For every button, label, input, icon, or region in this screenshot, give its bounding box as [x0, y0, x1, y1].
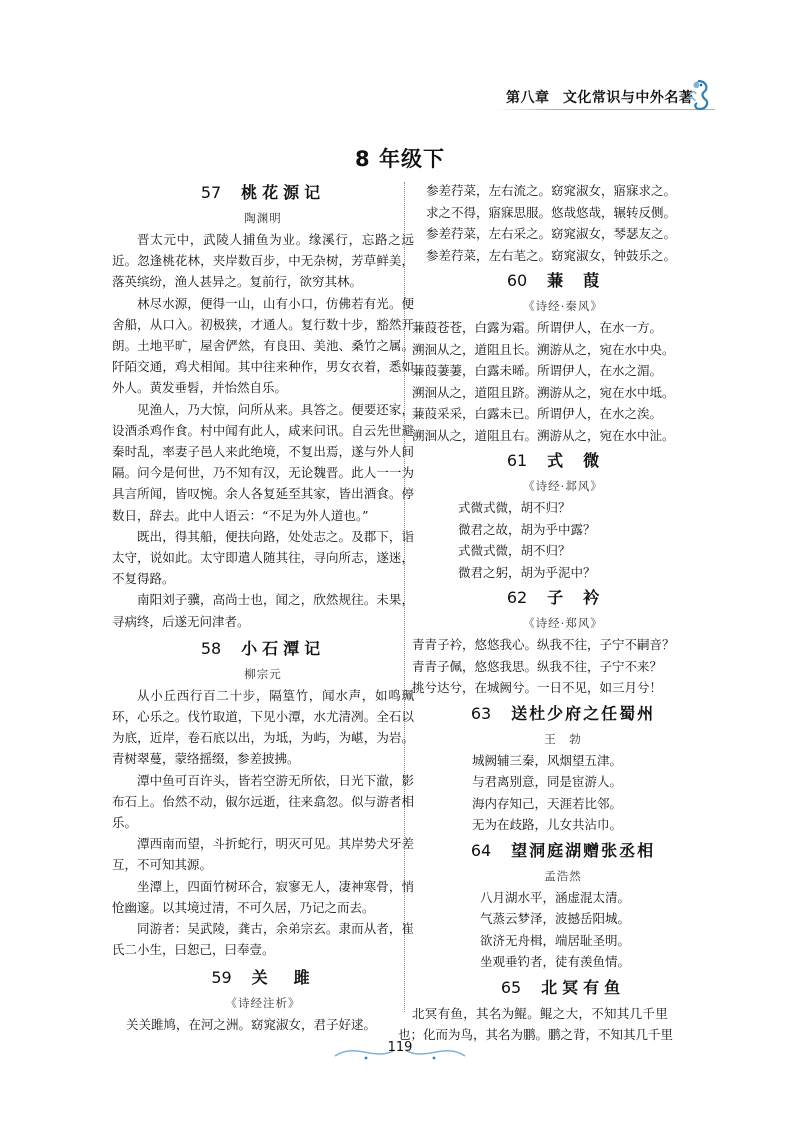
- poem-line: 微君之躬，胡为乎泥中？: [458, 564, 596, 580]
- section-title-61: [412, 446, 714, 476]
- section-name: 小石潭记: [241, 638, 326, 658]
- section-number: 65: [500, 977, 522, 997]
- section-number: 62: [506, 588, 528, 607]
- poem-line: 海内存知己，天涯若比邻。: [472, 795, 623, 811]
- paragraph: 从小丘西行百二十步，隔篁竹，闻水声，如鸣珮环，心乐之。伐竹取道，下见小潭，水尤清冽。全石以为底，近岸，卷石底以出，为坻，为屿，为嵁，为岩。青树翠蔓，蒙络摇缀，参差披拂。: [112, 687, 414, 767]
- paragraph: 坐潭上，四面竹树环合，寂寥无人，凄神寒骨，悄怆幽邃。以其境过清，不可久居，乃记之而去。: [112, 878, 414, 915]
- poem-line: 气蒸云梦泽，波撼岳阳城。: [480, 911, 631, 926]
- section-name: 子衿: [547, 588, 620, 607]
- section-source: 《诗经·郑风》: [523, 616, 603, 630]
- section-number: 64: [470, 840, 492, 860]
- poem-line: 坐观垂钓者，徒有羡鱼情。: [480, 954, 631, 969]
- section-body-60: [412, 317, 714, 446]
- section-title-64: [412, 836, 714, 866]
- poem-line: 溯洄从之，道阻且跻。溯游从之，宛在水中坻。: [412, 384, 675, 400]
- paragraph: 同游者：吴武陵，龚古，余弟宗玄。隶而从者，崔氏二小生，曰恕己，曰奉壹。: [112, 921, 414, 958]
- section-name: 望洞庭湖赠张丞相: [511, 840, 656, 860]
- section-number: 60: [506, 271, 528, 290]
- page-number: 119: [387, 1040, 413, 1055]
- poem-line: 参差荇菜，左右流之。窈窕淑女，寤寐求之。: [426, 183, 677, 198]
- right-column: [398, 178, 714, 1046]
- section-body-58: [112, 685, 414, 961]
- section-title-58: [112, 634, 414, 664]
- paragraph: 既出，得其船，便扶向路，处处志之。及郡下，诣太守，说如此。太守即遣人随其往，寻向所志，遂迷，不复得路。: [112, 528, 414, 587]
- poem-line: 微君之故，胡为乎中露？: [458, 521, 596, 537]
- poem-line: 参差荇菜，左右采之。窈窕淑女，琴瑟友之。: [426, 226, 677, 241]
- poem-line: 与君离别意，同是宦游人。: [472, 774, 623, 789]
- paragraph: 林尽水源，便得一山，山有小口，仿佛若有光。便舍船，从口入。初极狭，才通人。复行数十步，豁然开朗。土地平旷，屋舍俨然，有良田、美池、桑竹之属。阡陌交通，鸡犬相闻。其中往来种作，男女衣着，悉如外人。黄发垂髫，并怡然自乐。: [112, 295, 414, 396]
- section-name: 送杜少府之任蜀州: [511, 703, 656, 723]
- section-title-59: [112, 963, 414, 993]
- section-name: 桃花源记: [241, 183, 326, 202]
- section-number: 58: [200, 638, 222, 658]
- section-body-63: [412, 750, 714, 836]
- poem-line: 也；化而为鸟，其名为鹏。鹏之背，不知其几千里: [398, 1027, 674, 1042]
- chapter-header: [506, 87, 696, 107]
- poem-line: 蒹葭采采，白露未已。所谓伊人，在水之涘。: [412, 406, 663, 421]
- poem-line: 参差荇菜，左右芼之。窈窕淑女，钟鼓乐之。: [426, 247, 677, 263]
- section-name: 北冥有鱼: [541, 977, 626, 997]
- seahorse-emblem-icon: [682, 78, 712, 112]
- chapter-title: 文化常识与中外名著: [562, 90, 694, 106]
- section-title-63: [412, 699, 714, 729]
- poem-line: 蒹葭萋萋，白露未晞。所谓伊人，在水之湄。: [412, 363, 663, 378]
- poem-line: 挑兮达兮，在城阙兮。一日不见，如三月兮！: [412, 680, 663, 695]
- section-number: 57: [200, 183, 222, 202]
- section-author: 王 勃: [544, 731, 582, 746]
- paragraph: 晋太元中，武陵人捕鱼为业。缘溪行，忘路之远近。忽逢桃花林，夹岸数百步，中无杂树，芳草鲜美，落英缤纷，渔人甚异之。复前行，欲穷其林。: [112, 232, 414, 290]
- section-author: 孟浩然: [544, 868, 582, 883]
- guanju-continued: [412, 180, 714, 266]
- poem-line: 关关雎鸠，在河之洲。窈窕淑女，君子好逑。: [126, 1016, 377, 1032]
- poem-line: 溯洄从之，道阻且右。溯游从之，宛在水中沚。: [412, 427, 675, 443]
- poem-line: 八月湖水平，涵虚混太清。: [480, 889, 631, 905]
- paragraph: 南阳刘子骥，高尚士也，闻之，欣然规往。未果，寻病终，后遂无问津者。: [112, 592, 414, 629]
- poem-line: 式微式微，胡不归？: [458, 500, 571, 515]
- poem-line: 青青子衿，悠悠我心。纵我不往，子宁不嗣音？: [412, 637, 675, 652]
- poem-line: 无为在歧路，儿女共沾巾。: [472, 817, 623, 832]
- poem-line: 式微式微，胡不归？: [458, 543, 571, 558]
- section-author: 陶渊明: [244, 211, 282, 225]
- poem-line: 城阙辅三秦，风烟望五津。: [472, 752, 623, 768]
- poem-line: 北冥有鱼，其名为鲲。鲲之大，不知其几千里: [412, 1005, 669, 1021]
- paragraph: 见渔人，乃大惊，问所从来。具答之。便要还家，设酒杀鸡作食。村中闻有此人，咸来问讯。自云先世避秦时乱，率妻子邑人来此绝境，不复出焉，遂与外人间隔。问今是何世，乃不知有汉，无论魏晋。此人一一为具言所闻，皆叹惋。余人各复延至其家，皆出酒食。停数日，辞去。此中人语云：“不足为外人道也。”: [112, 401, 414, 523]
- poem-line: 溯洄从之，道阻且长。溯游从之，宛在水中央。: [412, 341, 675, 357]
- page-title: 8 年级下: [355, 147, 445, 171]
- section-title-57: [112, 178, 414, 208]
- section-source: 《诗经注析》: [225, 995, 301, 1010]
- paragraph: 潭中鱼可百许头，皆若空游无所依，日光下澈，影布石上。佁然不动，俶尔远逝，往来翕忽。似与游者相乐。: [112, 772, 414, 831]
- section-title-65: [412, 973, 714, 1003]
- section-number: 63: [470, 703, 492, 723]
- section-source: 《诗经·邶风》: [523, 479, 603, 493]
- section-number: 61: [506, 451, 528, 470]
- section-body-57: [112, 229, 414, 632]
- poem-line: 欲济无舟楫，端居耻圣明。: [480, 932, 631, 948]
- section-title-60: [412, 266, 714, 296]
- left-column: [112, 178, 414, 1035]
- section-body-62: [412, 634, 714, 699]
- section-name: 蒹葭: [547, 271, 620, 290]
- poem-line: 青青子佩，悠悠我思。纵我不往，子宁不来？: [412, 658, 663, 674]
- section-source: 《诗经·秦风》: [523, 299, 603, 313]
- section-author: 柳宗元: [244, 666, 282, 681]
- paragraph: 潭西南而望，斗折蛇行，明灭可见。其岸势犬牙差互，不可知其源。: [112, 836, 414, 873]
- section-body-61: [412, 497, 714, 583]
- section-body-64: [412, 887, 714, 973]
- poem-line: 蒹葭苍苍，白露为霜。所谓伊人，在水一方。: [412, 320, 663, 335]
- section-name: 式微: [547, 451, 620, 470]
- poem-line: 求之不得，寤寐思服。悠哉悠哉，辗转反侧。: [426, 204, 677, 220]
- section-number: 59: [211, 967, 232, 987]
- section-name: 关 雎: [251, 967, 315, 987]
- chapter-label: 第八章: [506, 90, 550, 106]
- section-title-62: [412, 583, 714, 613]
